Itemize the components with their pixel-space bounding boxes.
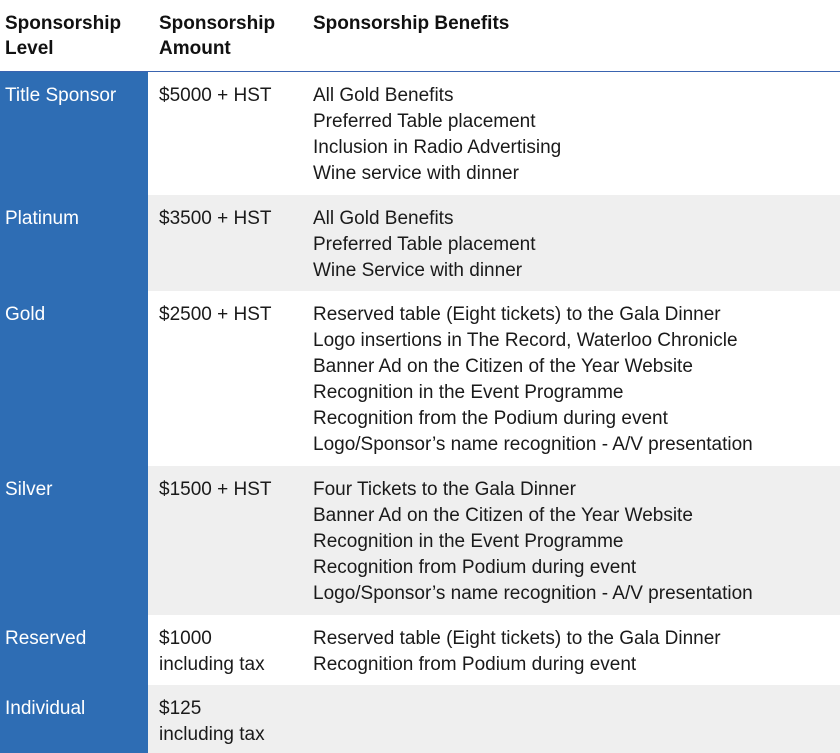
benefit-item: Preferred Table placement (313, 234, 536, 255)
header-benefits (313, 11, 509, 36)
benefit-item: Reserved table (Eight tickets) to the Gala Dinner (313, 304, 721, 325)
sponsorship-benefits (313, 83, 840, 187)
sponsorship-amount (159, 696, 309, 748)
sponsorship-level: Silver (0, 466, 148, 615)
table-row (0, 466, 840, 615)
amount-line: $1000 (159, 628, 212, 649)
sponsorship-level: Individual (0, 685, 148, 753)
benefit-item: Recognition from Podium during event (313, 654, 637, 675)
sponsorship-benefits (313, 477, 840, 607)
benefit-item: Recognition in the Event Programme (313, 382, 624, 403)
benefit-item: Reserved table (Eight tickets) to the Gala Dinner (313, 628, 721, 649)
benefit-item: Banner Ad on the Citizen of the Year Website (313, 505, 693, 526)
header-level-line: Sponsorship (5, 13, 122, 34)
sponsorship-benefits (313, 206, 840, 284)
sponsorship-level: Gold (0, 291, 148, 466)
amount-line: including tax (159, 654, 265, 675)
benefit-item: All Gold Benefits (313, 85, 454, 106)
sponsorship-level: Title Sponsor (0, 72, 148, 195)
benefit-item: Wine service with dinner (313, 163, 519, 184)
amount-line: including tax (159, 724, 265, 745)
header-amount-line: Amount (159, 38, 231, 59)
header-benefits-label: Sponsorship Benefits (313, 13, 510, 34)
benefit-item: All Gold Benefits (313, 208, 454, 229)
table-row (0, 195, 840, 291)
header-level (5, 11, 121, 61)
table-row (0, 72, 840, 195)
table-header (0, 0, 840, 72)
benefit-item: Recognition in the Event Programme (313, 531, 624, 552)
table-row (0, 615, 840, 685)
amount-line: $1500 + HST (159, 479, 272, 500)
sponsorship-amount (159, 302, 309, 328)
benefit-item: Four Tickets to the Gala Dinner (313, 479, 576, 500)
amount-line: $3500 + HST (159, 208, 272, 229)
benefit-item: Inclusion in Radio Advertising (313, 137, 562, 158)
amount-line: $125 (159, 698, 202, 719)
benefit-item: Recognition from Podium during event (313, 557, 637, 578)
sponsorship-level: Platinum (0, 195, 148, 291)
benefit-item: Wine Service with dinner (313, 260, 523, 281)
sponsorship-amount (159, 83, 309, 109)
benefit-item: Logo/Sponsor’s name recognition - A/V presentation (313, 583, 753, 604)
header-amount (159, 11, 275, 61)
sponsorship-level: Reserved (0, 615, 148, 685)
benefit-item: Logo insertions in The Record, Waterloo Chronicle (313, 330, 738, 351)
amount-line: $2500 + HST (159, 304, 272, 325)
sponsorship-amount (159, 626, 309, 678)
sponsorship-amount (159, 477, 309, 503)
header-level-line: Level (5, 38, 54, 59)
benefit-item: Preferred Table placement (313, 111, 536, 132)
benefit-item: Logo/Sponsor’s name recognition - A/V presentation (313, 434, 753, 455)
table-row (0, 685, 840, 753)
sponsorship-amount (159, 206, 309, 232)
table-row (0, 291, 840, 466)
sponsorship-benefits (313, 626, 840, 678)
benefit-item: Banner Ad on the Citizen of the Year Website (313, 356, 693, 377)
benefit-item: Recognition from the Podium during event (313, 408, 668, 429)
sponsorship-benefits (313, 302, 840, 458)
amount-line: $5000 + HST (159, 85, 272, 106)
header-amount-line: Sponsorship (159, 13, 276, 34)
